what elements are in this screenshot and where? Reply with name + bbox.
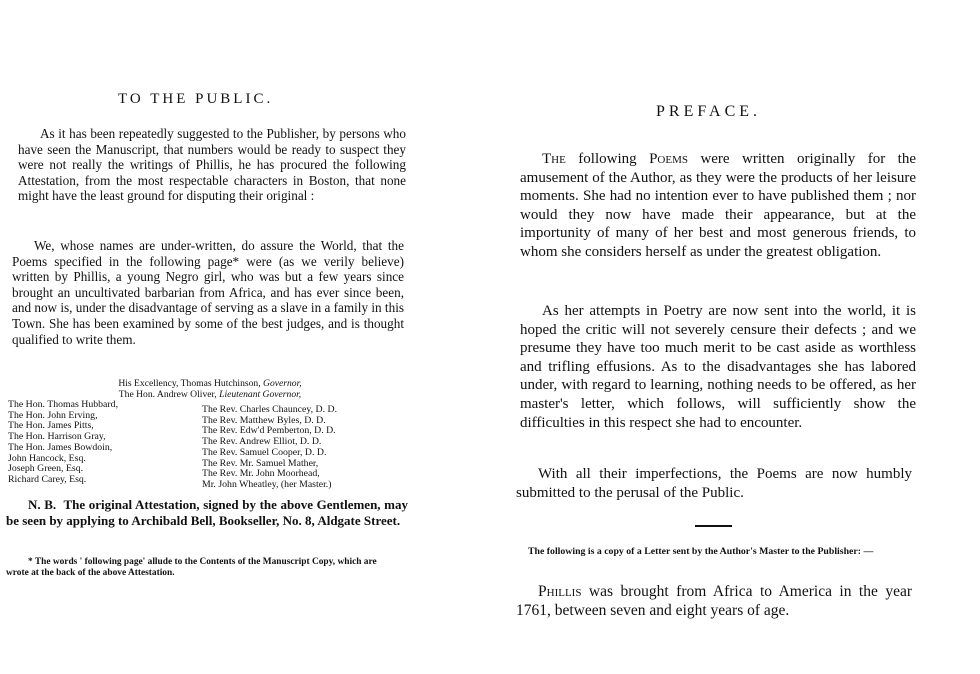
to-the-public-heading: TO THE PUBLIC. (118, 91, 274, 107)
signatory: The Rev. Andrew Elliot, D. D. (202, 436, 322, 448)
signatories-right (202, 405, 337, 491)
letter-copy-note: The following is a copy of a Letter sent by the Author's Master to the Publisher: — (528, 546, 874, 557)
signatory: John Hancock, Esq. (8, 452, 86, 464)
preface-paragraph-2: As her attempts in Poetry are now sent into the world, it is hoped the critic will not severely censure their defects ; and we presume they have too much merit to be cast aside as worthless and trifling effusions. As to the disadvantages she has labored under, with regard to learning, nothing needs to be offered, as her master's letter, which follows, will sufficiently show the difficulties in this respect she had to encounter. (520, 303, 916, 431)
nb-paragraph (6, 497, 408, 529)
signatory: The Rev. Mr. John Moorhead, (202, 468, 320, 480)
preface-heading: PREFACE. (656, 103, 762, 120)
signatory: The Hon. James Pitts, (8, 420, 94, 432)
attestation-paragraph: We, whose names are under-written, do assure the World, that the Poems specified in the following page* were (as we verily believe) written by Phillis, a young Negro girl, who was but a few years since brought an uncultivated barbarian from Africa, and has ever since been, and now is, under the disadvantage of serving as a slave in a family in this Town. She has been examined by some of the best judges, and is thought qualified to write them. (12, 238, 404, 347)
signatory: The Hon. Thomas Hubbard, (8, 399, 119, 410)
signatory: Richard Carey, Esq. (8, 473, 87, 485)
nb-label: N. B. (28, 497, 57, 512)
signatories-left (8, 400, 118, 486)
signatory: Mr. John Wheatley, (her Master.) (202, 478, 332, 490)
public-paragraph-1: As it has been repeatedly suggested to the Publisher, by persons who have seen the Manuscript, that numbers would be ready to suspect they were not really the writings of Phillis, he has procured the following Attestation, from the most respectable characters in Boston, that none might have the least ground for disputing their original : (18, 126, 406, 204)
preface-paragraph-3: With all their imperfections, the Poems are now humbly submitted to the perusal of the Public. (516, 466, 912, 501)
signatory: The Hon. Harrison Gray, (8, 431, 106, 443)
governor-lines: His Excellency, Thomas Hutchinson, Governor, The Hon. Andrew Oliver, Lieutenant Governor, (118, 378, 302, 400)
signatory: The Hon. John Erving, (8, 409, 98, 421)
section-divider (695, 525, 732, 527)
signatory: The Rev. Edw'd Pemberton, D. D. (202, 425, 336, 437)
signatory: Joseph Green, Esq. (8, 463, 84, 475)
nb-text: The original Attestation, signed by the above Gentlemen, may be seen by applying to Archibald Bell, Bookseller, No. 8, Aldgate Street. (6, 497, 409, 529)
preface-paragraph-1: The following Poems were written originally for the amusement of the Author, as they were the products of her leisure moments. She had no intention ever to have published them ; nor would they now have made their appearance, but at the importunity of many of her best and most generous friends, to whom she considers herself as under the greatest obligation. (520, 151, 917, 260)
footnote: * The words ' following page' allude to the Contents of the Manuscript Copy, which are wrote at the back of the above Attestation. (6, 557, 377, 578)
letter-opening: Phillis was brought from Africa to America in the year 1761, between seven and eight years of age. (516, 583, 913, 619)
signatory: The Rev. Matthew Byles, D. D. (202, 414, 326, 426)
signatory: The Hon. James Bowdoin, (8, 441, 113, 453)
signatory: The Rev. Samuel Cooper, D. D. (202, 446, 327, 458)
signatory: The Rev. Charles Chauncey, D. D. (202, 404, 338, 415)
right-page (490, 0, 980, 674)
signatory: The Rev. Mr. Samuel Mather, (202, 457, 319, 469)
